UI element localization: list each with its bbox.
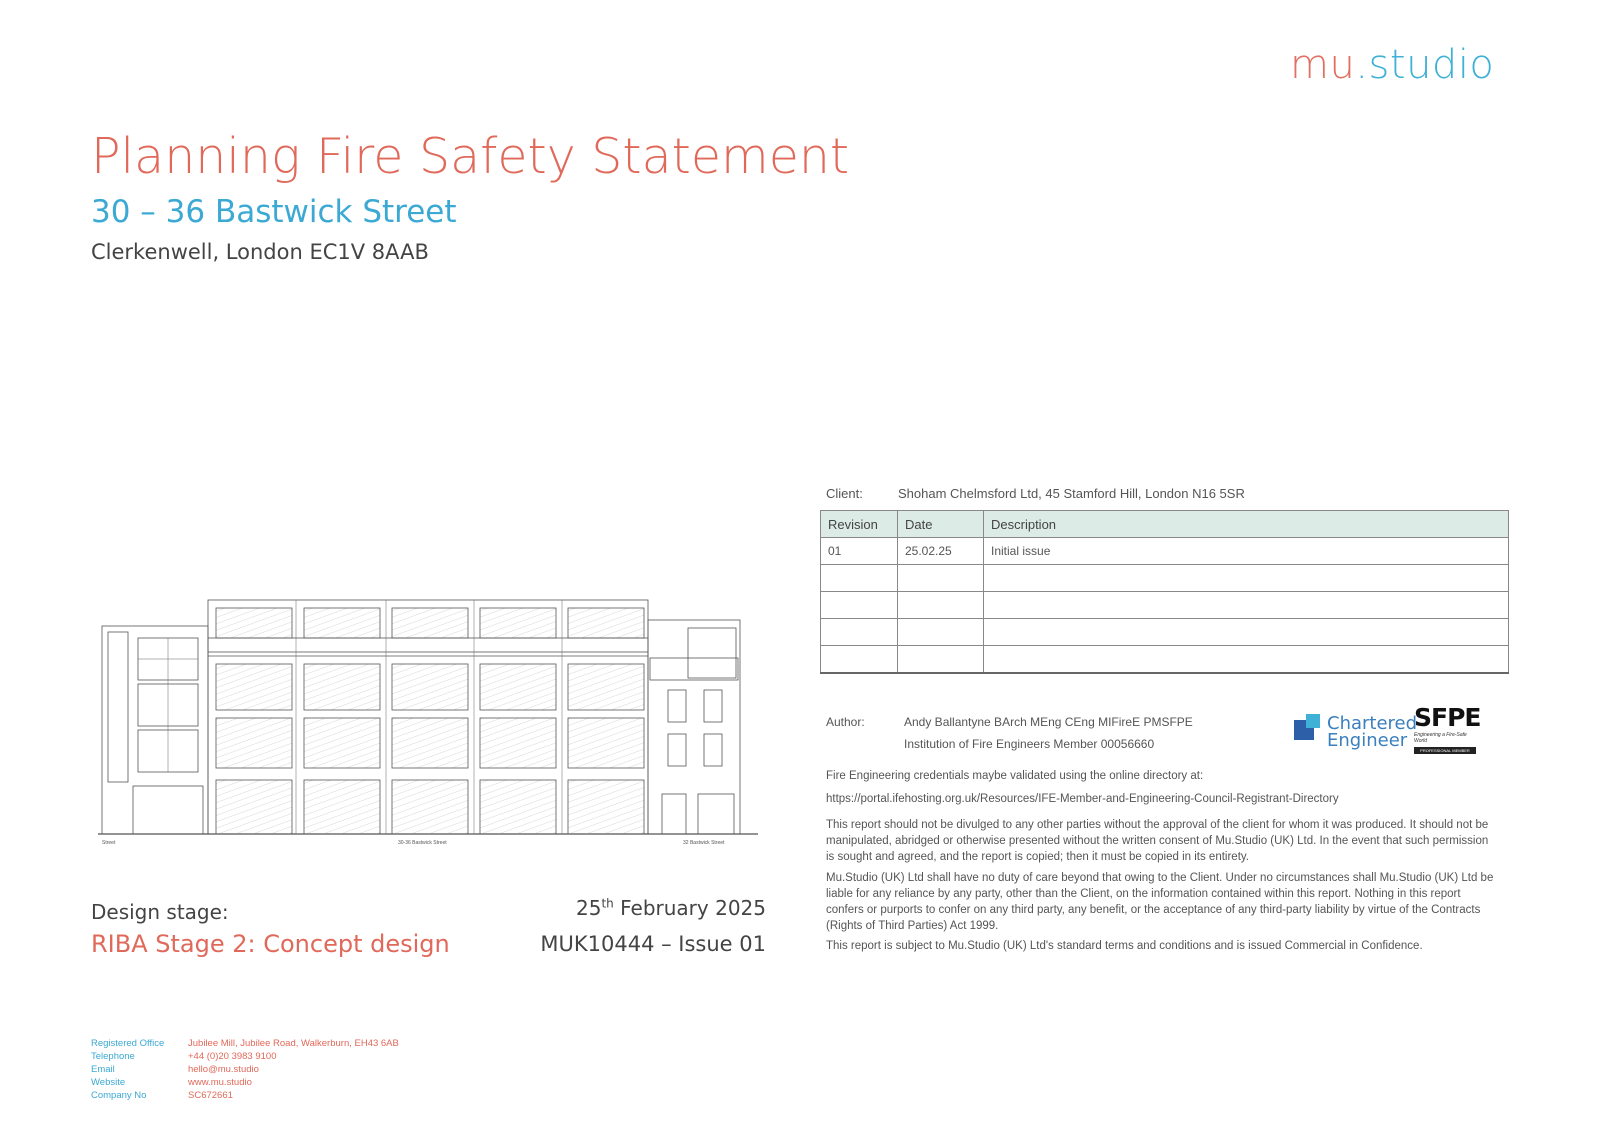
logo-part-studio: studio bbox=[1368, 42, 1495, 88]
elevation-label-right: 32 Bastwick Street bbox=[683, 840, 725, 846]
date-rest: February 2025 bbox=[613, 896, 766, 920]
sfpe-badge bbox=[1414, 703, 1481, 754]
document-reference: MUK10444 – Issue 01 bbox=[540, 932, 766, 956]
chartered-engineer-icon bbox=[1294, 714, 1324, 744]
liability-text: Mu.Studio (UK) Ltd shall have no duty of care beyond that owing to the Client. Under no circumstances shall Mu.Studio (UK) Ltd be liable for any reliance by any party, other than the Client, on the information contained within this report. Nothing in this report confers or purports to confer on any third party, any benefit, or the acceptance of any third-party liability by virtue of the Contracts (Rights of Third Parties) Act 1999. bbox=[826, 872, 1494, 932]
cell-revision bbox=[821, 646, 898, 674]
company-footer bbox=[91, 1037, 399, 1102]
cell-date bbox=[898, 619, 984, 646]
sfpe-tagline: Engineering a Fire-Safe World bbox=[1414, 732, 1467, 744]
client-value: Shoham Chelmsford Ltd, 45 Stamford Hill, London N16 5SR bbox=[898, 486, 1245, 501]
cell-revision bbox=[821, 565, 898, 592]
cell-description bbox=[984, 646, 1509, 674]
table-row bbox=[821, 538, 1509, 565]
issue-date bbox=[576, 896, 766, 920]
table-row bbox=[821, 619, 1509, 646]
footer-email[interactable]: hello@mu.studio bbox=[188, 1064, 259, 1075]
table-row bbox=[821, 592, 1509, 619]
project-address: Clerkenwell, London EC1V 8AAB bbox=[91, 240, 429, 264]
footer-key: Registered Office bbox=[91, 1038, 165, 1049]
logo-dot: . bbox=[1355, 42, 1369, 88]
chartered-text: Chartered bbox=[1327, 713, 1418, 734]
elevation-label-left: Street bbox=[102, 840, 116, 846]
revision-table bbox=[820, 510, 1509, 674]
cell-revision: 01 bbox=[821, 538, 898, 565]
cell-revision bbox=[821, 592, 898, 619]
cell-date bbox=[898, 646, 984, 674]
footer-row bbox=[91, 1050, 399, 1063]
chartered-engineer-badge bbox=[1327, 715, 1417, 749]
footer-key: Email bbox=[91, 1064, 115, 1075]
document-title: Planning Fire Safety Statement bbox=[91, 128, 850, 185]
header-revision: Revision bbox=[821, 511, 898, 538]
directory-url: https://portal.ifehosting.org.uk/Resources/IFE-Member-and-Engineering-Council-Registrant-Directory bbox=[826, 793, 1339, 805]
footer-value: Jubilee Mill, Jubilee Road, Walkerburn, EH43 6AB bbox=[188, 1038, 399, 1049]
cell-date bbox=[898, 592, 984, 619]
footer-key: Company No bbox=[91, 1090, 147, 1101]
date-day: 25 bbox=[575, 896, 602, 920]
table-row bbox=[821, 565, 1509, 592]
terms-text: This report is subject to Mu.Studio (UK) Ltd's standard terms and conditions and is issued Commercial in Confidence. bbox=[826, 940, 1423, 952]
disclosure-text: This report should not be divulged to any other parties without the approval of the client for whom it was produced. It should not be manipulated, abridged or otherwise presented without the written consent of Mu.Studio (UK) Ltd. In the event that such permission is sought and agreed, and the report is copied; then it must be copied in its entirety. bbox=[826, 819, 1489, 863]
cell-date: 25.02.25 bbox=[898, 538, 984, 565]
footer-row bbox=[91, 1037, 399, 1050]
footer-value: SC672661 bbox=[188, 1090, 233, 1101]
date-suffix: th bbox=[601, 896, 614, 911]
credentials-text: Fire Engineering credentials maybe validated using the online directory at: bbox=[826, 770, 1204, 782]
elevation-label-center: 30-36 Bastwick Street bbox=[398, 840, 447, 846]
sfpe-member-bar: PROFESSIONAL MEMBER bbox=[1414, 747, 1476, 754]
cell-description bbox=[984, 565, 1509, 592]
cell-description bbox=[984, 592, 1509, 619]
table-row bbox=[821, 646, 1509, 674]
logo-part-mu: mu bbox=[1290, 42, 1356, 88]
cell-date bbox=[898, 565, 984, 592]
project-name: 30 – 36 Bastwick Street bbox=[91, 194, 457, 230]
author-membership: Institution of Fire Engineers Member 00056660 bbox=[904, 737, 1155, 751]
footer-row bbox=[91, 1089, 399, 1102]
cell-description: Initial issue bbox=[984, 538, 1509, 565]
design-stage-label: Design stage: bbox=[91, 900, 229, 924]
design-stage-value: RIBA Stage 2: Concept design bbox=[91, 930, 450, 958]
footer-key: Website bbox=[91, 1077, 126, 1088]
engineer-text: Engineer bbox=[1327, 730, 1408, 751]
footer-row bbox=[91, 1076, 399, 1089]
footer-value: +44 (0)20 3983 9100 bbox=[188, 1051, 277, 1062]
header-description: Description bbox=[984, 511, 1509, 538]
cell-description bbox=[984, 619, 1509, 646]
revision-table-header bbox=[821, 511, 1509, 538]
cell-revision bbox=[821, 619, 898, 646]
footer-key: Telephone bbox=[91, 1051, 135, 1062]
sfpe-logo-text: SFPE bbox=[1414, 703, 1481, 732]
footer-row bbox=[91, 1063, 399, 1076]
footer-website[interactable]: www.mu.studio bbox=[188, 1077, 252, 1088]
header-date: Date bbox=[898, 511, 984, 538]
client-label: Client: bbox=[826, 486, 863, 501]
author-name: Andy Ballantyne BArch MEng CEng MIFireE PMSFPE bbox=[904, 715, 1193, 729]
author-label: Author: bbox=[826, 715, 865, 729]
mu-studio-logo bbox=[1290, 42, 1494, 88]
building-elevation-drawing bbox=[98, 590, 758, 855]
